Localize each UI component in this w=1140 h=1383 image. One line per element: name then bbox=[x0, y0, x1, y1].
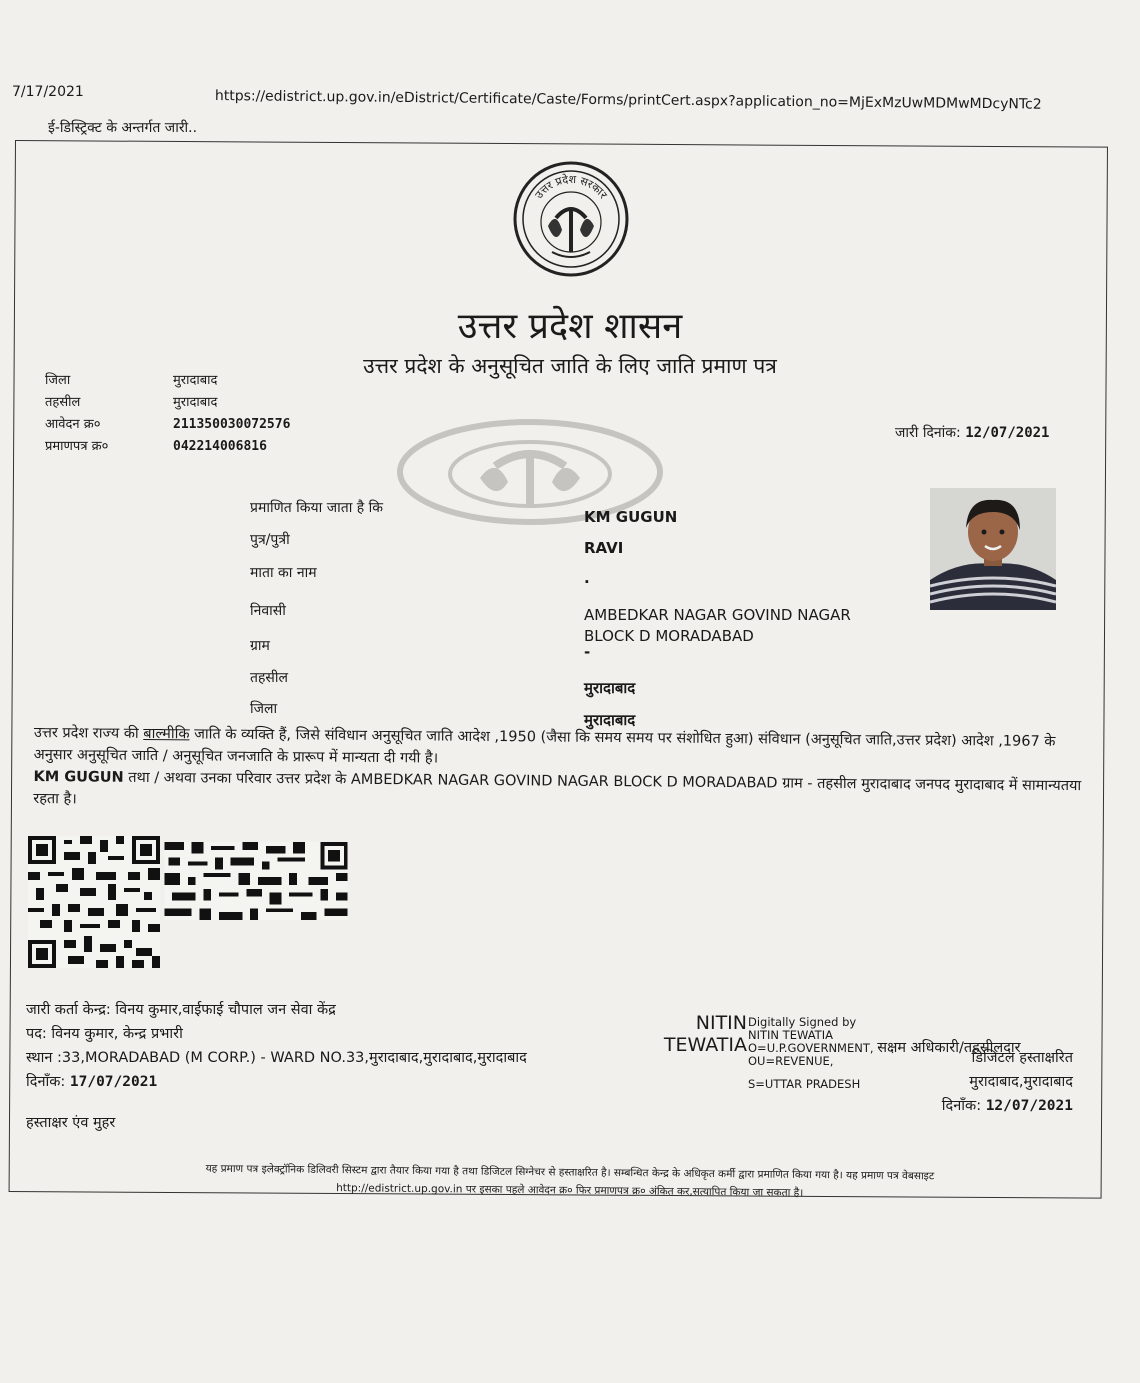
sig-line4: OU=REVENUE, bbox=[748, 1054, 834, 1068]
body-text-part1: उत्तर प्रदेश राज्य की bbox=[33, 724, 144, 742]
certificate-body bbox=[33, 722, 1084, 819]
holder-name: KM GUGUN bbox=[584, 508, 678, 526]
meta-district-label: जिला bbox=[45, 373, 71, 388]
issuer-place: स्थान :33,MORADABAD (M CORP.) - WARD NO.33,मुरादाबाद,मुरादाबाद,मुरादाबाद bbox=[26, 1050, 527, 1066]
village-label: ग्राम bbox=[250, 638, 270, 654]
resident-line2: BLOCK D MORADABAD bbox=[584, 627, 754, 645]
qr-code-icon bbox=[28, 836, 160, 968]
mother-name: . bbox=[584, 569, 590, 587]
up-emblem-icon bbox=[512, 160, 630, 278]
meta-certificate-label: प्रमाणपत्र क्र० bbox=[45, 439, 109, 454]
meta-application-value: 211350030072576 bbox=[173, 417, 291, 432]
meta-district-value: मुरादाबाद bbox=[173, 373, 218, 388]
body-holder-name: KM GUGUN bbox=[33, 768, 124, 786]
sig-line2: NITIN TEWATIA bbox=[748, 1028, 833, 1042]
signature-place: मुरादाबाद,मुरादाबाद bbox=[969, 1074, 1073, 1090]
tehsil-value: मुरादाबाद bbox=[584, 679, 636, 697]
caste-name: बाल्मीकि bbox=[143, 725, 190, 743]
meta-certificate-value: 042214006816 bbox=[173, 439, 267, 454]
print-date: 7/17/2021 bbox=[12, 84, 84, 100]
parent-name: RAVI bbox=[584, 539, 624, 557]
sig-line1: Digitally Signed by bbox=[748, 1015, 857, 1029]
body-text-part2: जाति के व्यक्ति हैं, जिसे संविधान अनुसूचित जाति आदेश ,1950 (जैसा कि समय समय पर संशोधित हुआ) संविधान (अनुसूचित जाति,उत्तर प्रदेश) आदेश ,1967 के अनुसार अनुसूचित जाति / अनुसूचित जनजाति के प्रारूप में मान्यता दी गयी है। bbox=[33, 726, 1056, 767]
svg-text:उत्तर प्रदेश सरकार bbox=[532, 173, 610, 202]
application-meta bbox=[45, 370, 290, 458]
sig-line3: O=U.P.GOVERNMENT, bbox=[748, 1041, 874, 1055]
meta-tehsil-value: मुरादाबाद bbox=[173, 395, 218, 410]
issue-date bbox=[895, 423, 1050, 442]
meta-tehsil-label: तहसील bbox=[45, 395, 81, 410]
print-url: https://edistrict.up.gov.in/eDistrict/Certificate/Caste/Forms/printCert.aspx?application_no=MjExMzUwMDMwMDcyNTc2 bbox=[214, 88, 1042, 113]
signature-right-block bbox=[905, 1046, 1073, 1118]
issuer-date bbox=[26, 1070, 527, 1094]
emblem-text: उत्तर प्रदेश सरकार bbox=[532, 172, 610, 202]
issuer-post: पद: विनय कुमार, केन्द्र प्रभारी bbox=[26, 1026, 183, 1042]
district-value: मुरादाबाद bbox=[584, 711, 636, 729]
village-value: - bbox=[584, 643, 591, 661]
footer-line2: http://edistrict.up.gov.in पर इसका पहले आवेदन क्र० फिर प्रमाणपत्र क्र० अंकित कर,सत्यापित किया जा सकता है। bbox=[336, 1182, 804, 1199]
holder-photo bbox=[930, 488, 1056, 610]
issue-date-label: जारी दिनांक: bbox=[895, 425, 961, 441]
certify-label: प्रमाणित किया जाता है कि bbox=[250, 500, 384, 516]
issued-under-note: ई-डिस्ट्रिक्ट के अन्तर्गत जारी.. bbox=[48, 120, 198, 136]
sig-line5: S=UTTAR PRADESH bbox=[748, 1077, 861, 1091]
district-label: जिला bbox=[250, 701, 278, 717]
seal-label: हस्ताक्षर एंव मुहर bbox=[26, 1115, 116, 1131]
signer-name bbox=[655, 1012, 747, 1056]
parent-label: पुत्र/पुत्री bbox=[250, 532, 290, 548]
issuer-date-value: 17/07/2021 bbox=[69, 1074, 158, 1090]
barcode-icon bbox=[162, 842, 350, 920]
issue-date-value: 12/07/2021 bbox=[965, 425, 1050, 441]
signer-designation: सक्षम अधिकारी/तहसीलदार bbox=[877, 1040, 1021, 1056]
issuer-date-label: दिनाँक: bbox=[26, 1074, 66, 1090]
footer-line1: यह प्रमाण पत्र इलेक्ट्रॉनिक डिलिवरी सिस्टम द्वारा तैयार किया गया है तथा डिजिटल सिग्नेचर से हस्ताक्षरित है। सम्बन्धित केन्द्र के अधिकृत कर्मी द्वारा प्रमाणित किया गया है। यह प्रमाण पत्र वेबसाइट bbox=[205, 1162, 935, 1183]
certificate-subtitle: उत्तर प्रदेश के अनुसूचित जाति के लिए जाति प्रमाण पत्र bbox=[363, 354, 777, 378]
mother-label: माता का नाम bbox=[250, 565, 317, 581]
resident-line1: AMBEDKAR NAGAR GOVIND NAGAR bbox=[584, 606, 851, 624]
tehsil-label: तहसील bbox=[250, 670, 288, 686]
signer-name-line2: TEWATIA bbox=[663, 1034, 747, 1056]
digital-sign-label: डिजिटल हस्ताक्षरित bbox=[971, 1050, 1073, 1066]
signature-date-value: 12/07/2021 bbox=[985, 1098, 1073, 1114]
issuer-block bbox=[26, 998, 527, 1094]
issuer-center: जारी कर्ता केन्द्र: विनय कुमार,वाईफाई चौपाल जन सेवा केंद्र bbox=[26, 1002, 336, 1018]
meta-application-label: आवेदन क्र० bbox=[45, 417, 101, 432]
signer-name-line1: NITIN bbox=[695, 1012, 747, 1034]
body-text-part3: तथा / अथवा उनका परिवार उत्तर प्रदेश के AMBEDKAR NAGAR GOVIND NAGAR BLOCK D MORADABAD ग्राम - तहसील मुरादाबाद जनपद मुरादाबाद में सामान्यतया रहता है। bbox=[33, 769, 1082, 808]
certificate-title: उत्तर प्रदेश शासन bbox=[457, 306, 683, 347]
signature-date-label: दिनाँक: bbox=[941, 1098, 982, 1114]
resident-label: निवासी bbox=[250, 603, 286, 619]
child-portrait-icon bbox=[930, 488, 1056, 610]
